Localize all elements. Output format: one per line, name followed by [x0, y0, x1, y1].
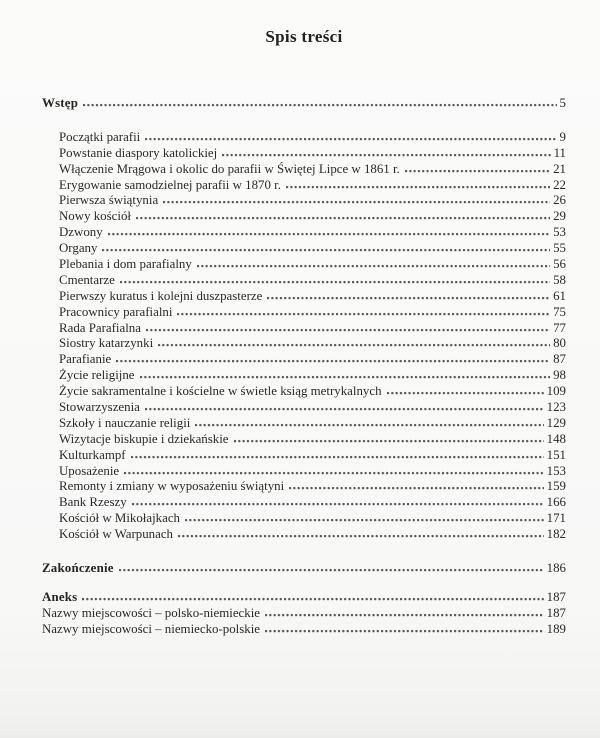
toc-entry-label: Pracownicy parafialni — [59, 304, 173, 319]
dot-leader — [124, 469, 544, 475]
toc-entry-label: Plebania i dom parafialny — [59, 257, 192, 272]
toc-row — [42, 368, 566, 384]
dot-leader — [119, 566, 544, 572]
dot-leader — [140, 373, 551, 379]
toc-row — [42, 561, 566, 577]
toc-row — [42, 209, 566, 225]
dot-leader — [132, 500, 544, 506]
toc-row — [42, 130, 566, 146]
toc-entry-label: Życie sakramentalne i kościelne w świetle ksiąg metrykalnych — [59, 384, 382, 399]
toc-entry-label: Bank Rzeszy — [59, 495, 127, 510]
toc-page-number: 109 — [546, 384, 566, 399]
toc-row — [42, 495, 566, 511]
toc-page-number: 151 — [546, 447, 566, 462]
dot-leader — [267, 294, 550, 300]
toc-page-number: 182 — [546, 527, 566, 542]
toc-row — [42, 321, 566, 337]
toc-entry-label: Wstęp — [42, 96, 79, 110]
dot-leader — [136, 214, 550, 220]
toc-entry-label: Uposażenie — [59, 463, 120, 478]
toc-entry-label: Dzwony — [59, 225, 103, 240]
toc-page-number: 148 — [546, 431, 566, 446]
toc-page-number: 187 — [546, 589, 566, 604]
dot-leader — [185, 516, 544, 522]
toc-entry-label: Powstanie diaspory katolickiej — [59, 145, 218, 160]
toc-entry-label: Cmentarze — [59, 272, 115, 287]
dot-leader — [195, 421, 543, 427]
dot-leader — [120, 278, 550, 284]
dot-leader — [131, 453, 544, 459]
toc-page-number: 171 — [546, 511, 566, 526]
dot-leader — [405, 167, 550, 173]
toc-page-number: 98 — [553, 368, 566, 383]
toc-row — [42, 352, 566, 368]
toc-entry-label: Kulturkampf — [59, 447, 126, 462]
toc-page-number: 187 — [546, 605, 566, 620]
toc-row — [42, 146, 566, 162]
toc-page-number: 189 — [546, 621, 566, 636]
dot-leader — [177, 310, 550, 316]
toc-row — [42, 527, 566, 543]
toc-page-number: 58 — [553, 272, 566, 287]
toc-row — [42, 590, 566, 606]
toc-entry-label: Włączenie Mrągowa i okolic do parafii w Świętej Lipce w 1861 r. — [59, 161, 400, 176]
toc-page-number: 159 — [546, 479, 566, 494]
toc-entry-label: Erygowanie samodzielnej parafii w 1870 r. — [59, 177, 281, 192]
toc-row — [42, 606, 566, 622]
toc-entry-label: Organy — [59, 241, 98, 256]
toc-page-number: 21 — [553, 161, 566, 176]
dot-leader — [102, 246, 550, 252]
toc-entry-label: Nowy kościół — [59, 209, 131, 224]
toc-entry-label: Remonty i zmiany w wyposażeniu świątyni — [59, 479, 285, 494]
toc-page-number: 26 — [553, 193, 566, 208]
dot-leader — [178, 532, 544, 538]
toc-page-number: 55 — [553, 241, 566, 256]
toc-row — [42, 416, 566, 432]
toc-page-number: 75 — [553, 304, 566, 319]
toc-page-number: 9 — [559, 129, 566, 144]
toc-entry-label: Początki parafii — [59, 129, 141, 144]
toc-row — [42, 162, 566, 178]
toc-page-number: 53 — [553, 225, 566, 240]
toc-row — [42, 225, 566, 241]
dot-leader — [116, 357, 550, 363]
toc-row — [42, 464, 566, 480]
page-title: Spis treści — [265, 27, 343, 46]
dot-leader — [197, 262, 550, 268]
toc-row — [42, 241, 566, 257]
dot-leader — [234, 437, 544, 443]
toc-entry-label: Pierwszy kuratus i kolejni duszpasterze — [59, 288, 263, 303]
dot-leader — [222, 151, 550, 157]
toc-row — [42, 336, 566, 352]
dot-leader — [108, 230, 550, 236]
toc-entry-label: Wizytacje biskupie i dziekańskie — [59, 431, 229, 446]
dot-leader — [158, 341, 550, 347]
dot-leader — [146, 326, 550, 332]
toc-row — [42, 257, 566, 273]
toc-entry-label: Aneks — [42, 589, 78, 604]
toc-row — [42, 432, 566, 448]
toc-page-number: 61 — [553, 288, 566, 303]
toc-page-number: 11 — [553, 145, 566, 160]
toc-row — [42, 305, 566, 321]
dot-leader — [83, 101, 556, 107]
toc-page-number: 87 — [553, 352, 566, 367]
toc-entry-label: Siostry katarzynki — [59, 336, 154, 351]
toc-page-number: 123 — [546, 400, 566, 415]
toc-page-number: 77 — [553, 320, 566, 335]
toc-entry-label: Szkoły i nauczanie religii — [59, 415, 191, 430]
toc-page-number: 56 — [553, 257, 566, 272]
toc-page-number: 129 — [546, 415, 566, 430]
toc-page-number: 5 — [559, 96, 566, 110]
toc-row — [42, 178, 566, 194]
toc-row — [42, 622, 566, 638]
toc-page-number: 186 — [546, 561, 566, 576]
toc-page-number: 153 — [546, 463, 566, 478]
toc-page-number: 22 — [553, 177, 566, 192]
toc-row — [42, 400, 566, 416]
toc-entry-label: Nazwy miejscowości – niemiecko-polskie — [42, 621, 261, 636]
dot-leader — [387, 389, 544, 395]
toc-entry-label: Rada Parafialna — [59, 320, 141, 335]
dot-leader — [289, 484, 543, 490]
dot-leader — [286, 183, 550, 189]
toc-page-number: 29 — [553, 209, 566, 224]
toc-row — [42, 479, 566, 495]
toc-row — [42, 273, 566, 289]
toc-row — [42, 193, 566, 209]
toc-row — [42, 384, 566, 400]
toc-list — [42, 96, 566, 638]
toc-entry-label: Zakończenie — [42, 561, 114, 576]
toc-entry-label: Kościół w Mikołajkach — [59, 511, 181, 526]
toc-page-number: 166 — [546, 495, 566, 510]
toc-row — [42, 96, 566, 112]
toc-entry-label: Nazwy miejscowości – polsko-niemieckie — [42, 605, 261, 620]
dot-leader — [82, 595, 543, 601]
dot-leader — [145, 135, 556, 141]
toc-entry-label: Kościół w Warpunach — [59, 527, 173, 542]
toc-entry-label: Parafianie — [59, 352, 112, 367]
toc-entry-label: Stowarzyszenia — [59, 400, 140, 415]
toc-row — [42, 289, 566, 305]
dot-leader — [265, 611, 544, 617]
toc-page-number: 80 — [553, 336, 566, 351]
toc-row — [42, 511, 566, 527]
toc-row — [42, 448, 566, 464]
dot-leader — [163, 198, 550, 204]
dot-leader — [265, 627, 544, 633]
toc-entry-label: Pierwsza świątynia — [59, 193, 159, 208]
toc-entry-label: Życie religijne — [59, 368, 135, 383]
dot-leader — [145, 405, 544, 411]
